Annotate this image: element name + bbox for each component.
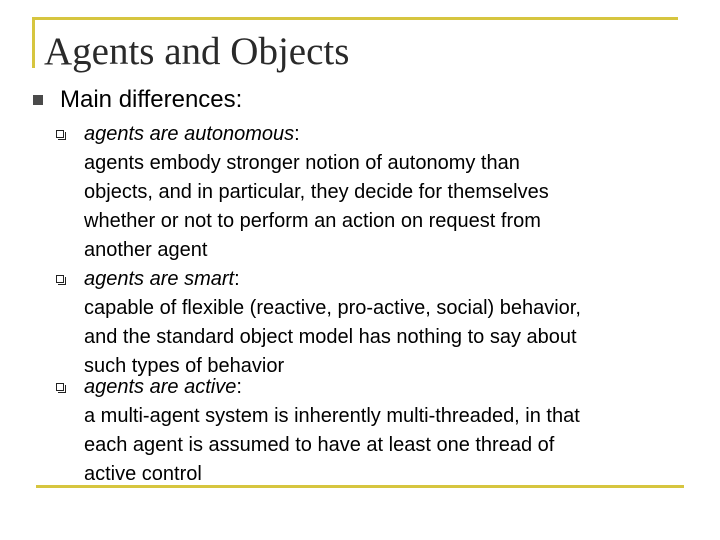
item-body-line: capable of flexible (reactive, pro-active, social) behavior, [84, 297, 581, 319]
item-body-line: active control [84, 463, 202, 485]
item-body-line: such types of behavior [84, 355, 285, 377]
checkbox-bullet-icon [56, 275, 64, 283]
checkbox-bullet-icon [56, 383, 64, 391]
title-left-rule [32, 17, 35, 68]
item-lead-colon: : [234, 268, 240, 290]
item-body-line: each agent is assumed to have at least one thread of [84, 434, 555, 456]
list-item-smart [84, 265, 581, 381]
item-lead-italic: agents are autonomous [84, 123, 295, 145]
item-lead-colon: : [294, 123, 300, 145]
item-lead-italic: agents are active [84, 376, 237, 398]
slide-title: Agents and Objects [44, 30, 350, 73]
item-lead-italic: agents are smart [84, 268, 235, 290]
title-top-rule [32, 17, 678, 20]
list-item-active [84, 373, 580, 489]
list-item-autonomous [84, 120, 549, 265]
item-body-line: a multi-agent system is inherently multi-threaded, in that [84, 405, 580, 427]
item-lead [84, 373, 580, 402]
checkbox-bullet-icon [56, 130, 64, 138]
item-lead [84, 120, 549, 149]
item-body-line: whether or not to perform an action on request from [84, 210, 541, 232]
item-body-line: objects, and in particular, they decide for themselves [84, 181, 549, 203]
item-body-line: agents embody stronger notion of autonomy than [84, 152, 520, 174]
item-lead [84, 265, 581, 294]
square-bullet-icon [33, 95, 43, 105]
item-body-line: another agent [84, 239, 208, 261]
footer-rule [36, 485, 684, 488]
item-body-line: and the standard object model has nothing to say about [84, 326, 577, 348]
item-lead-colon: : [236, 376, 242, 398]
main-point: Main differences: [60, 86, 243, 113]
